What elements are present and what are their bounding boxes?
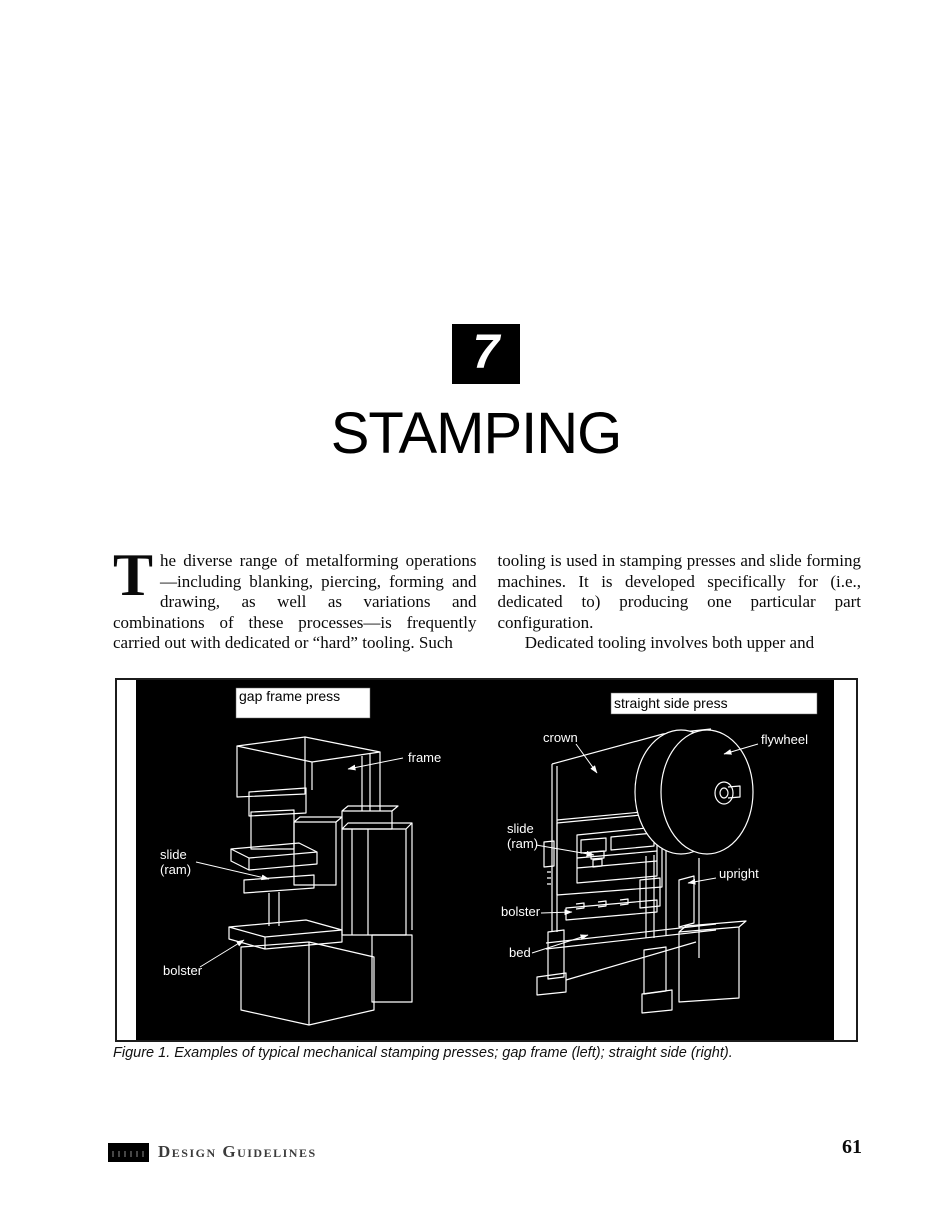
upright-label: upright [719,866,759,881]
bed-label: bed [509,945,531,960]
right-press-title-box [611,693,817,714]
figure-caption: Figure 1. Examples of typical mechanical stamping presses; gap frame (left); straight side (right). [113,1045,733,1061]
body-column-left [113,542,477,654]
publisher-logo-badge [108,1143,149,1162]
figure-margin-right [834,680,856,1040]
logo-marks [112,1151,145,1157]
paragraph-2: Dedicated tooling involves both upper and [524,633,815,653]
drop-cap: T [113,542,154,608]
paragraph-1: he diverse range of metalforming operations—including blanking, piercing, forming and drawing, as well as variations and combinations of these processes—is frequently carried out with dedicated or “hard” tooling. Such [113,551,477,653]
bolster-left-label: bolster [163,963,203,978]
paragraph-1-continued: tooling is used in stamping presses and slide forming machines. It is developed specifically for (i.e., dedicated to) producing one particular part configuration. [497,551,861,632]
body-text [113,542,861,654]
page-number: 61 [842,1136,862,1158]
crown-label: crown [543,730,578,745]
figure-image [136,680,834,1040]
frame-label: frame [408,750,442,765]
figure-margin-left [117,680,136,1040]
presses-line-art [136,680,834,1040]
slide-ram-right-label-1: slide [507,821,534,836]
left-press-title: gap frame press [239,688,341,704]
right-press-title: straight side press [614,695,728,711]
figure-1 [115,678,858,1042]
page-title: STAMPING [330,401,622,466]
chapter-number: 7 [472,326,500,379]
footer [108,1142,317,1162]
bolster-right-label: bolster [501,904,541,919]
flywheel-label: flywheel [761,732,808,747]
left-press-title-box [236,688,370,718]
footer-brand-text: Design Guidelines [158,1142,317,1161]
chapter-number-box [452,324,520,384]
slide-ram-left-label-1: slide [160,847,187,862]
body-column-right [498,551,862,654]
slide-ram-right-label-2: (ram) [507,836,539,851]
slide-ram-left-label-2: (ram) [160,862,192,877]
